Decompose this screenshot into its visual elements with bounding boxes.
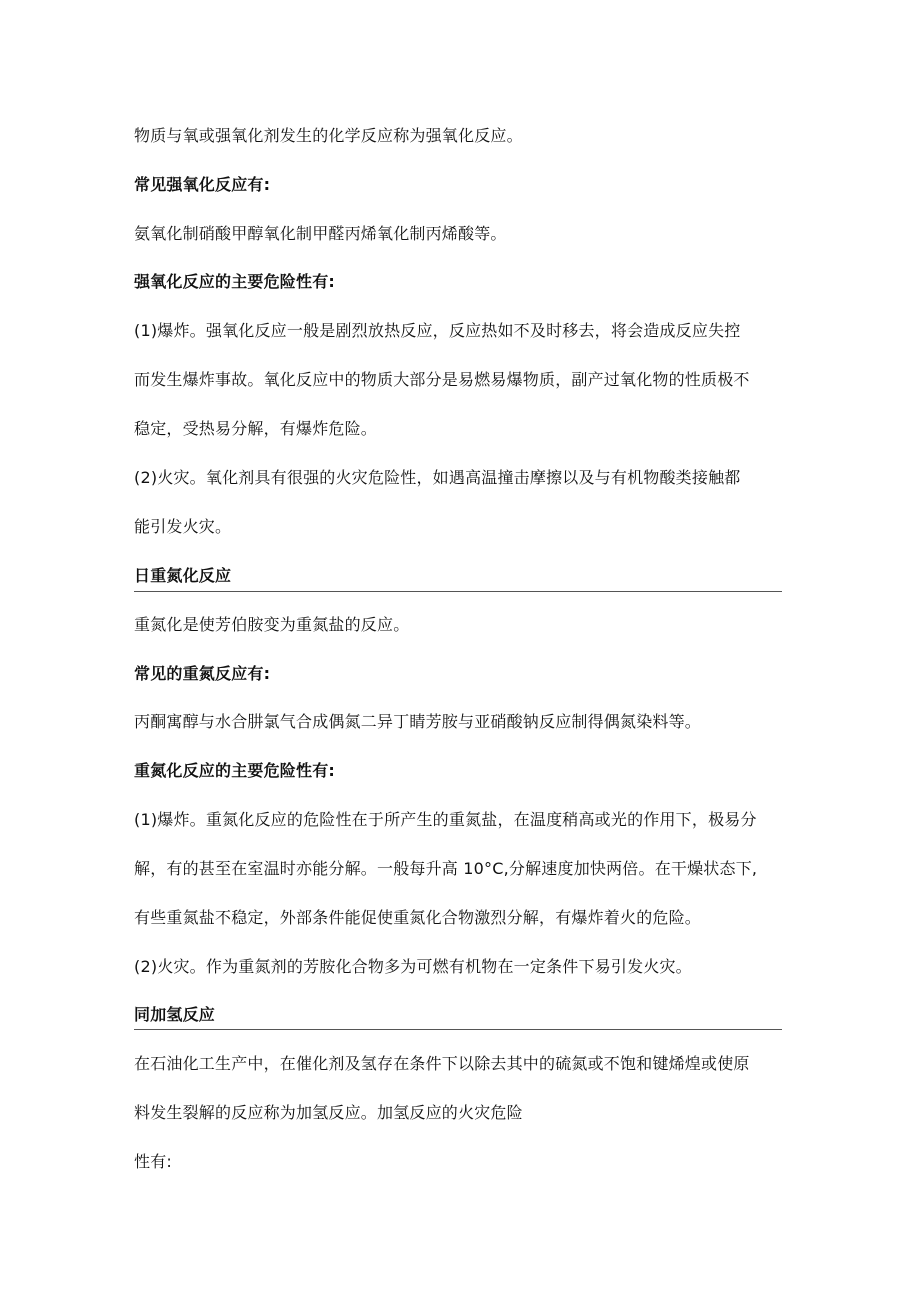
paragraph-oxidation-fire-1: (2)火灾。氧化剂具有很强的火灾危险性，如遇高温撞击摩擦以及与有机物酸类接触都 [134, 468, 741, 487]
paragraph-hydrogenation-3: 性有: [134, 1152, 172, 1171]
paragraph-oxidation-fire-2: 能引发火灾。 [134, 517, 232, 536]
section-divider-diazotization [134, 591, 782, 592]
paragraph-hydrogenation-1: 在石油化工生产中，在催化剂及氢存在条件下以除去其中的硫氮或不饱和键烯煌或使原 [134, 1054, 750, 1073]
paragraph-diazotization-definition: 重氮化是使芳伯胺变为重氮盐的反应。 [134, 615, 410, 634]
section-title-diazotization: 日重氮化反应 [134, 566, 232, 585]
paragraph-oxidation-explosion-1: (1)爆炸。强氧化反应一般是剧烈放热反应，反应热如不及时移去，将会造成反应失控 [134, 321, 741, 340]
paragraph-diazotization-explosion-2: 解，有的甚至在室温时亦能分解。一般每升高 10°C,分解速度加快两倍。在干燥状态下, [134, 859, 758, 878]
paragraph-hydrogenation-2: 料发生裂解的反应称为加氢反应。加氢反应的火灾危险 [134, 1103, 523, 1122]
section-divider-hydrogenation [134, 1029, 782, 1030]
heading-common-diazotization: 常见的重氮反应有: [134, 664, 271, 683]
paragraph-diazotization-explosion-1: (1)爆炸。重氮化反应的危险性在于所产生的重氮盐，在温度稍高或光的作用下，极易分 [134, 810, 757, 829]
heading-common-oxidation: 常见强氧化反应有: [134, 175, 271, 194]
paragraph-diazotization-explosion-3: 有些重氮盐不稳定，外部条件能促使重氮化合物激烈分解，有爆炸着火的危险。 [134, 908, 702, 927]
heading-oxidation-hazards: 强氧化反应的主要危险性有: [134, 272, 335, 291]
paragraph-diazotization-fire: (2)火灾。作为重氮剂的芳胺化合物多为可燃有机物在一定条件下易引发火灾。 [134, 957, 692, 976]
paragraph-oxidation-examples: 氨氧化制硝酸甲醇氧化制甲醛丙烯氧化制丙烯酸等。 [134, 224, 507, 243]
section-title-hydrogenation: 同加氢反应 [134, 1005, 216, 1024]
heading-diazotization-hazards: 重氮化反应的主要危险性有: [134, 761, 335, 780]
paragraph-oxidation-explosion-2: 而发生爆炸事故。氧化反应中的物质大部分是易燃易爆物质，副产过氧化物的性质极不 [134, 370, 750, 389]
paragraph-diazotization-examples: 丙酮寓醇与水合肼氯气合成偶氮二异丁睛芳胺与亚硝酸钠反应制得偶氮染料等。 [134, 712, 702, 731]
paragraph-oxidation-definition: 物质与氧或强氧化剂发生的化学反应称为强氧化反应。 [134, 126, 523, 145]
paragraph-oxidation-explosion-3: 稳定，受热易分解，有爆炸危险。 [134, 419, 378, 438]
